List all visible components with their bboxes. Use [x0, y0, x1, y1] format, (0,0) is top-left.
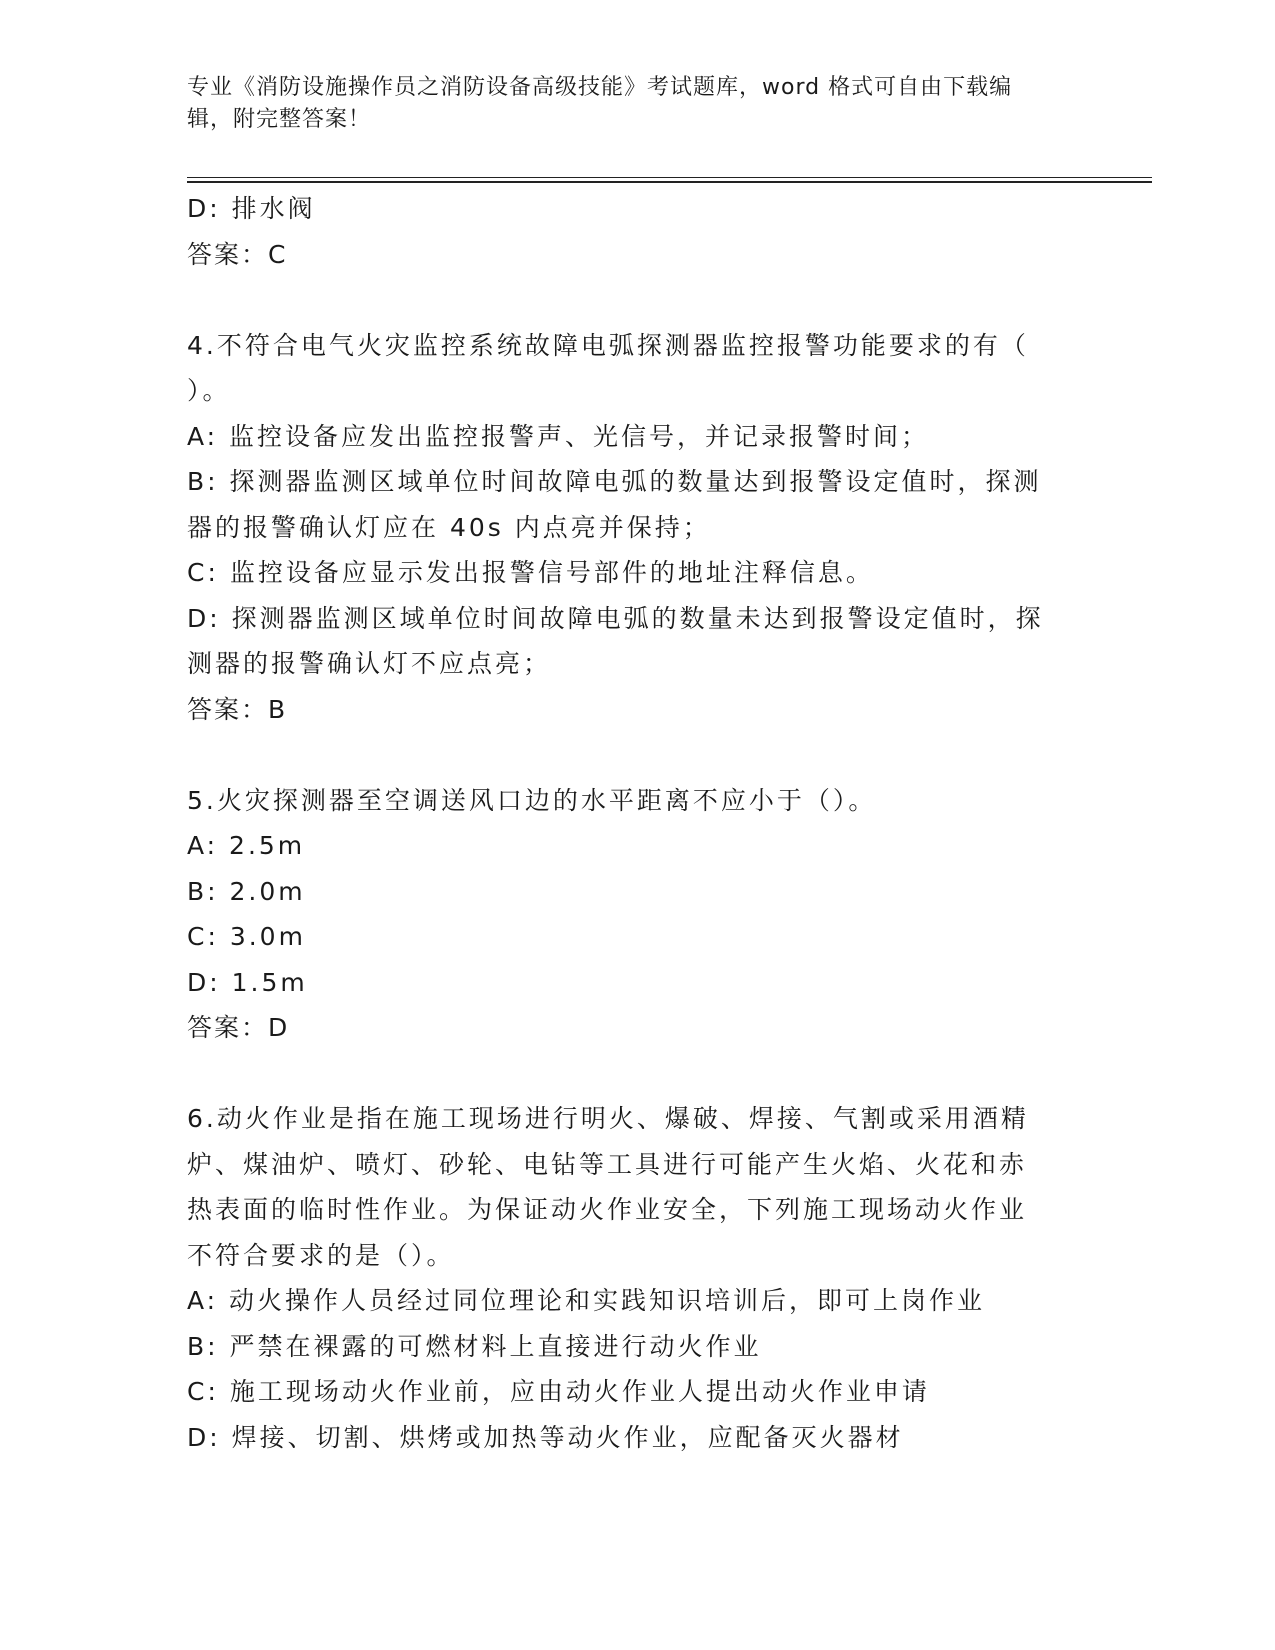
option-c: C: 3.0m: [187, 922, 306, 951]
question-stem-continued: 不符合要求的是（）。: [187, 1240, 455, 1270]
header-rule-thin: [187, 177, 1152, 178]
spacer: [187, 732, 1077, 778]
option-a: A: 监控设备应发出监控报警声、光信号，并记录报警时间；: [187, 421, 930, 451]
option-d: D: 焊接、切割、烘烤或加热等动火作业，应配备灭火器材: [187, 1422, 904, 1452]
option-b-continued: 器的报警确认灯应在 40s 内点亮并保持；: [187, 512, 711, 542]
option-b: B: 探测器监测区域单位时间故障电弧的数量达到报警设定值时，探测: [187, 467, 1042, 496]
option-d: D: 1.5m: [187, 967, 308, 997]
question-stem: 5.火灾探测器至空调送风口边的水平距离不应小于（）。: [187, 785, 877, 815]
option-c: C: 监控设备应显示发出报警信号部件的地址注释信息。: [187, 558, 874, 587]
header-rule-thick: [187, 181, 1152, 183]
question-stem: 6.动火作业是指在施工现场进行明火、爆破、焊接、气割或采用酒精: [187, 1104, 1029, 1133]
question-stem-continued: ）。: [187, 376, 231, 405]
spacer: [187, 277, 1077, 323]
answer: 答案：C: [187, 239, 288, 269]
answer: 答案：B: [187, 694, 288, 724]
answer: 答案：D: [187, 1013, 290, 1042]
question-4: [187, 323, 1077, 733]
header-line-2: 辑，附完整答案！: [187, 107, 372, 132]
option-d: D: 探测器监测区域单位时间故障电弧的数量未达到报警设定值时，探: [187, 603, 1044, 633]
option-a: A: 动火操作人员经过同位理论和实践知识培训后，即可上岗作业: [187, 1286, 986, 1315]
document-header: [187, 72, 1072, 136]
question-stem-continued: 炉、煤油炉、喷灯、砂轮、电钻等工具进行可能产生火焰、火花和赤: [187, 1149, 1028, 1179]
question-6: [187, 1096, 1077, 1460]
previous-question: [187, 186, 1077, 277]
option-b: B: 2.0m: [187, 876, 306, 906]
option-b: B: 严禁在裸露的可燃材料上直接进行动火作业: [187, 1331, 762, 1361]
spacer: [187, 1051, 1077, 1097]
option-d-continued: 测器的报警确认灯不应点亮；: [187, 649, 552, 678]
option-d: D: 排水阀: [187, 194, 316, 223]
question-content: [187, 186, 1077, 1460]
question-5: [187, 778, 1077, 1051]
question-stem-continued: 热表面的临时性作业。为保证动火作业安全，下列施工现场动火作业: [187, 1195, 1028, 1224]
option-a: A: 2.5m: [187, 831, 306, 860]
header-line-1: 专业《消防设施操作员之消防设备高级技能》考试题库，word 格式可自由下载编: [187, 75, 1013, 100]
option-c: C: 施工现场动火作业前，应由动火作业人提出动火作业申请: [187, 1377, 930, 1406]
question-stem: 4.不符合电气火灾监控系统故障电弧探测器监控报警功能要求的有（: [187, 330, 1029, 360]
